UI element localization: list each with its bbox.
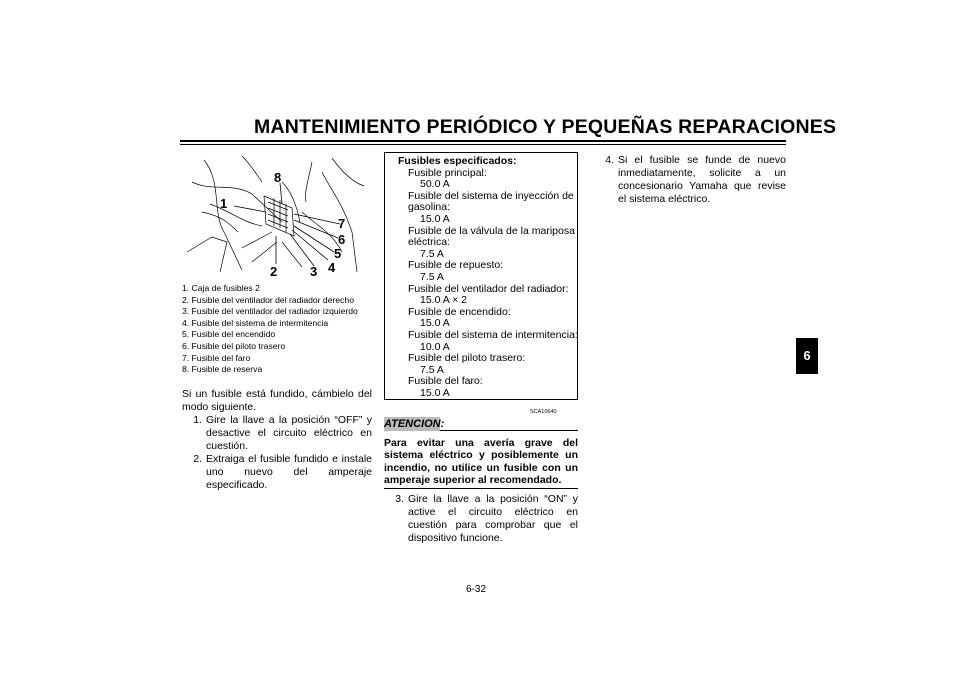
notice-rule-top xyxy=(440,430,578,431)
spec-value: 15.0 A × 2 xyxy=(420,294,468,307)
spec-label: Fusible del faro: xyxy=(408,375,483,388)
spec-value: 7.5 A xyxy=(420,247,444,260)
caption-item: 3. Fusible del ventilador del radiador izquierdo xyxy=(182,306,358,317)
callout-3: 3 xyxy=(310,264,318,279)
step-text: Extraiga el fusible fundido e instale uno nuevo del amperaje especificado. xyxy=(206,453,372,491)
notice-label: ATENCION: xyxy=(384,418,445,430)
caption-item: 6. Fusible del piloto trasero xyxy=(182,340,286,351)
callout-8: 8 xyxy=(274,170,282,185)
spec-label: Fusible del sistema de intermitencia: xyxy=(408,328,578,341)
notice-code: SCA10640 xyxy=(530,409,557,415)
caption-item: 5. Fusible del encendido xyxy=(182,329,276,340)
caption-item: 2. Fusible del ventilador del radiador derecho xyxy=(182,294,354,305)
step-text: Gire la llave a la posición “OFF” y desactive el circuito eléctrico en cuestión. xyxy=(206,414,372,452)
spec-heading: Fusibles especificados: xyxy=(398,155,517,167)
step-text: Si el fusible se funde de nuevo inmediatamente, solicite a un concesionario Yamaha que revise el sistema eléctrico. xyxy=(618,154,786,205)
page-title: MANTENIMIENTO PERIÓDICO Y PEQUEÑAS REPARACIONES xyxy=(254,116,837,138)
notice-text: Para evitar una avería grave del sistema eléctrico y posiblemente un incendio, no utilice un fusible con un amperaje superior al recomendado. xyxy=(384,437,578,487)
callout-4: 4 xyxy=(328,260,336,275)
step-item xyxy=(594,154,786,206)
spec-value: 50.0 A xyxy=(420,178,450,191)
replacement-steps xyxy=(182,414,372,492)
figure-captions xyxy=(182,283,378,376)
spec-label: Fusible del sistema de inyección de gasolina: xyxy=(408,189,574,214)
spec-label: Fusible de repuesto: xyxy=(408,259,504,272)
caption-item: 1. Caja de fusibles 2 xyxy=(182,283,260,293)
spec-value: 15.0 A xyxy=(420,317,450,330)
spec-label: Fusible del ventilador del radiador: xyxy=(408,282,569,295)
callout-1: 1 xyxy=(220,196,228,211)
step-number: 2. xyxy=(193,453,202,465)
step-number: 3. xyxy=(395,493,404,505)
notice-rule-bottom xyxy=(384,488,578,489)
fuse-box-illustration xyxy=(182,152,372,280)
step-number: 4. xyxy=(605,154,614,166)
spec-label: Fusible del piloto trasero: xyxy=(408,352,526,365)
step-number: 1. xyxy=(193,414,202,426)
step-item xyxy=(182,414,372,453)
callout-2: 2 xyxy=(270,264,278,279)
spec-value: 15.0 A xyxy=(420,386,450,399)
intro-paragraph: Si un fusible está fundido, cámbielo del modo siguiente. xyxy=(182,388,372,413)
fuse-specifications xyxy=(398,156,578,399)
spec-label: Fusible de encendido: xyxy=(408,305,511,318)
caption-item: 4. Fusible del sistema de intermitencia xyxy=(182,317,329,328)
spec-label: Fusible de la válvula de la mariposa eléctrica: xyxy=(408,224,575,249)
callout-7: 7 xyxy=(338,216,346,231)
step-text: Gire la llave a la posición “ON” y active el circuito eléctrico en cuestión para comprobar que el dispositivo funcione. xyxy=(408,493,578,544)
step-4 xyxy=(594,154,786,206)
step-item xyxy=(182,453,372,492)
spec-value: 10.0 A xyxy=(420,340,450,353)
chapter-tab: 6 xyxy=(796,338,818,374)
callout-6: 6 xyxy=(338,232,346,247)
header-rule-thick xyxy=(180,140,786,142)
spec-label: Fusible principal: xyxy=(408,166,487,179)
page-number: 6-32 xyxy=(466,584,487,595)
callout-5: 5 xyxy=(334,246,342,261)
caption-item: 8. Fusible de reserva xyxy=(182,364,263,375)
spec-value: 7.5 A xyxy=(420,363,444,376)
spec-value: 7.5 A xyxy=(420,270,444,283)
step-3 xyxy=(384,493,578,545)
step-item xyxy=(384,493,578,545)
header-rule-thin xyxy=(180,144,786,145)
caption-item: 7. Fusible del faro xyxy=(182,352,251,363)
spec-value: 15.0 A xyxy=(420,212,450,225)
